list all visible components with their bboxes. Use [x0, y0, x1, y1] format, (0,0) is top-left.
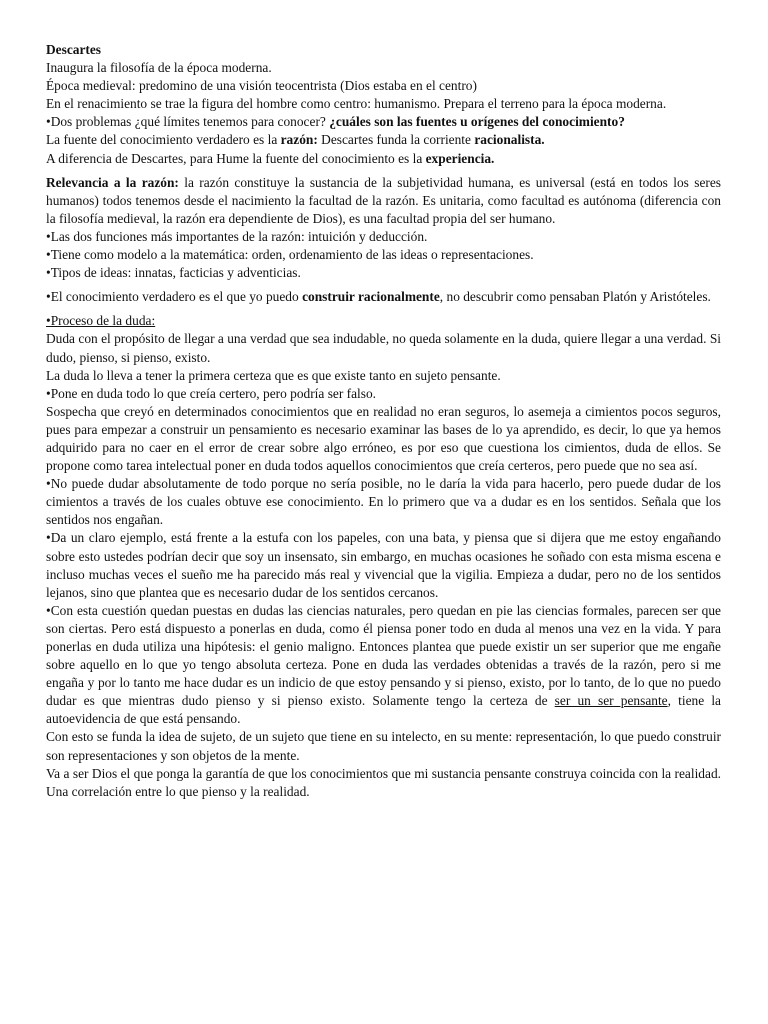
paragraph: Con esto se funda la idea de sujeto, de un sujeto que tiene en su intelecto, en su mente: representación, lo que puedo construir son representaciones y son objetos de la mente.: [46, 729, 721, 763]
paragraph: La fuente del conocimiento verdadero es la razón: Descartes funda la corriente racionalista.: [46, 132, 545, 148]
paragraph: Inaugura la filosofía de la época moderna.: [46, 60, 272, 76]
bullet-item: •Dos problemas ¿qué límites tenemos para conocer? ¿cuáles son las fuentes u orígenes del conocimiento?: [46, 114, 625, 130]
paragraph: Relevancia a la razón: la razón constituye la sustancia de la subjetividad humana, es universal (está en todos los seres humanos) todos tenemos desde el nacimiento la facultad de la razón. Es unitaria, como facultad es autónoma (diferencia con la filosofía medieval, la razón era dependiente de Dios), es una facultad propia del ser humano.: [46, 174, 722, 226]
bullet-item: •Con esta cuestión quedan puestas en dudas las ciencias naturales, pero quedan en pie las ciencias formales, parecen ser que son ciertas. Pero está dispuesto a ponerlas en duda, como él piensa poner todo en duda al menos una vez en la vida. Y para ponerlas en duda utiliza una hipótesis: el genio maligno. Entonces plantea que puede existir un ser superior que me engañe sobre aquello en lo que yo tengo absoluta certeza. Pone en duda las verdades obtenidas a través de la razón, pero si me engaña y por lo tanto me hace dudar es un indicio de que estoy pensando y si pienso, existo, por lo tanto, de lo que no puedo dudar es que mientras dudo pienso y si pienso existo. Solamente tengo la certeza de ser un ser pensante, tiene la autoevidencia de que está pensando.: [46, 602, 722, 727]
section-heading: •Proceso de la duda:: [46, 313, 156, 329]
bullet-item: •Da un claro ejemplo, está frente a la estufa con los papeles, con una bata, y piensa que si dijera que me estoy engañando sobre esto ustedes podrían decir que soy un insensato, sin embargo, en muchas ocasiones he soñado con esta misma escena e incluso muchas veces el sueño me ha parecido más real y vivencial que la vigilia. Empieza a dudar, pero no de los sentidos lejanos, sino que plantea que es necesario dudar de los sentidos cercanos.: [46, 530, 721, 600]
bullet-item: •Pone en duda todo lo que creía certero, pero podría ser falso.: [46, 385, 377, 401]
paragraph: Sospecha que creyó en determinados conocimientos que en realidad no eran seguros, lo asemeja a cimientos pocos seguros, pues para empezar a construir un pensamiento es necesario examinar las bases de lo ya aprendido, es decir, lo que ya hemos adquirido para no caer en el error de crear sobre algo erróneo, es por eso que cuestiona los cimientos, duda de ellos. Se propone como tarea intelectual poner en duda todos aquellos conocimientos que creía certeros, pero puede que no sea así.: [46, 403, 721, 474]
bullet-item: •El conocimiento verdadero es el que yo puedo construir racionalmente, no descubrir como pensaban Platón y Aristóteles.: [46, 289, 711, 305]
paragraph: A diferencia de Descartes, para Hume la fuente del conocimiento es la experiencia.: [46, 150, 495, 166]
paragraph: En el renacimiento se trae la figura del hombre como centro: humanismo. Prepara el terreno para la época moderna.: [46, 96, 667, 112]
bullet-item: •Tipos de ideas: innatas, facticias y adventicias.: [46, 265, 301, 281]
paragraph: Época medieval: predomino de una visión teocentrista (Dios estaba en el centro): [46, 78, 477, 94]
paragraph: Va a ser Dios el que ponga la garantía de que los conocimientos que mi sustancia pensante construya coincida con la realidad. Una correlación entre lo que pienso y la realidad.: [46, 765, 721, 799]
paragraph: La duda lo lleva a tener la primera certeza que es que existe tanto en sujeto pensante.: [46, 367, 501, 383]
document-title: Descartes: [46, 42, 102, 57]
document-page: [46, 41, 721, 801]
bullet-item: •Las dos funciones más importantes de la razón: intuición y deducción.: [46, 228, 428, 244]
paragraph: Duda con el propósito de llegar a una verdad que sea indudable, no queda solamente en la duda, quiere llegar a una verdad. Si dudo, pienso, si pienso, existo.: [46, 331, 721, 365]
bullet-item: •Tiene como modelo a la matemática: orden, ordenamiento de las ideas o representaciones.: [46, 247, 534, 263]
bullet-item: •No puede dudar absolutamente de todo porque no sería posible, no le daría la vida para hacerlo, pero puede dudar de los cimientos a través de los cuales obtuve ese conocimiento. En lo primero que va a dudar es en los sentidos. Señala que los sentidos nos engañan.: [46, 476, 721, 528]
